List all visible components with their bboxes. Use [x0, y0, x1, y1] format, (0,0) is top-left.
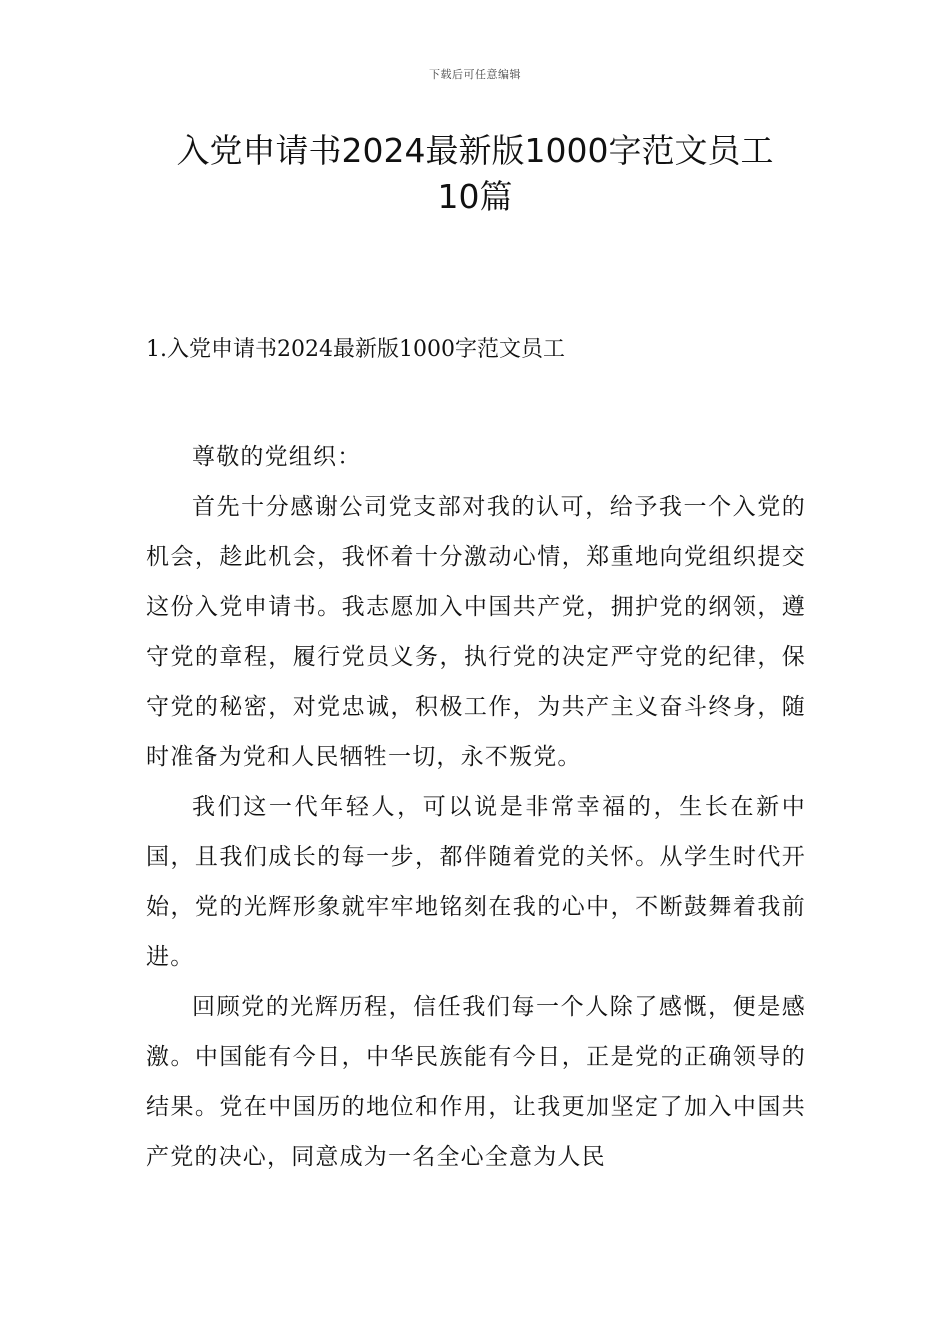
title-line-2: 10篇: [437, 177, 513, 216]
paragraph: 我们这一代年轻人，可以说是非常幸福的，生长在新中国，且我们成长的每一步，都伴随着党的关怀。从学生时代开始，党的光辉形象就牢牢地铭刻在我的心中，不断鼓舞着我前进。: [146, 794, 806, 970]
letter-body: [146, 432, 806, 1182]
title-line-1: 入党申请书2024最新版1000字范文员工: [176, 131, 774, 170]
paragraph: 回顾党的光辉历程，信任我们每一个人除了感慨，便是感激。中国能有今日，中华民族能有今日，正是党的正确领导的结果。党在中国历的地位和作用，让我更加坚定了加入中国共产党的决心，同意成为一名全心全意为人民: [146, 994, 806, 1170]
paragraph: 首先十分感谢公司党支部对我的认可，给予我一个入党的机会，趁此机会，我怀着十分激动心情，郑重地向党组织提交这份入党申请书。我志愿加入中国共产党，拥护党的纲领，遵守党的章程，履行党员义务，执行党的决定严守党的纪律，保守党的秘密，对党忠诚，积极工作，为共产主义奋斗终身，随时准备为党和人民牺牲一切，永不叛党。: [146, 494, 806, 770]
section-heading: 1.入党申请书2024最新版1000字范文员工: [146, 337, 565, 362]
document-title: [120, 128, 830, 220]
header-note: 下载后可任意编辑: [429, 68, 521, 81]
salutation: 尊敬的党组织：: [192, 444, 362, 470]
